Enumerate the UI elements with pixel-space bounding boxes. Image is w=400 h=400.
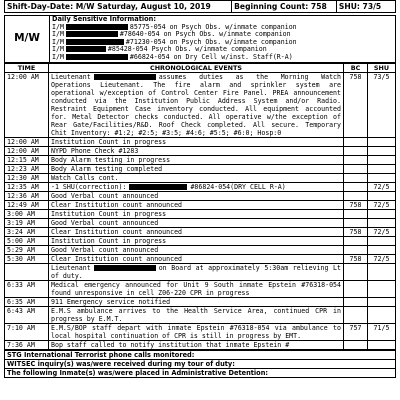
event-row — [5, 200, 396, 209]
redaction-bar — [66, 31, 118, 37]
event-description: Institution Count in progress — [49, 137, 344, 146]
col-time: TIME — [5, 63, 49, 72]
redaction-bar — [94, 265, 156, 271]
col-events: CHRONOLOGICAL EVENTS — [49, 63, 344, 72]
event-shu — [368, 263, 396, 280]
event-description: Institution Count in progress — [49, 236, 344, 245]
event-row — [5, 173, 396, 182]
event-description — [49, 72, 344, 137]
redaction-bar — [94, 74, 156, 80]
footer-table — [4, 350, 396, 378]
witsec-line: WITSEC inquiry(s) was/were received during my tour of duty: — [5, 359, 396, 368]
event-time: 6:35 AM — [5, 297, 49, 306]
event-row — [5, 254, 396, 263]
event-row — [5, 340, 396, 349]
sensitive-text: 85775-054 on Psych Obs. w/inmate companion — [129, 22, 297, 31]
sensitive-text: #85428-054 Psych Obs. w/inmate companion — [107, 45, 267, 54]
event-bc — [344, 137, 368, 146]
sensitive-prefix: I/M — [52, 37, 64, 46]
event-time: 5:30 AM — [5, 254, 49, 263]
events-body — [5, 72, 396, 349]
event-text-pre: -1 SHU(correction): — [51, 182, 127, 191]
event-description: Medical emergency announced for Unit 9 South inmate Epstein #76318-054 found unresponsive in cell Z06-220 CPR in progress — [49, 280, 344, 297]
event-time: 5:00 AM — [5, 236, 49, 245]
event-bc: 758 — [344, 72, 368, 137]
event-shu: 72/5 — [368, 254, 396, 263]
stg-line: STG International Terrorist phone calls monitored: — [5, 350, 396, 359]
event-description: NYPD Phone Check #1283 — [49, 146, 344, 155]
event-time: 6:43 AM — [5, 306, 49, 323]
event-row — [5, 280, 396, 297]
sensitive-text: #66824-054 on Dry Cell w/inst. Staff(R-A) — [129, 52, 293, 61]
event-shu: 72/5 — [368, 227, 396, 236]
redaction-bar — [129, 184, 187, 190]
event-row — [5, 155, 396, 164]
event-description: Bop staff called to notify institution that inmate Epstein # — [49, 340, 344, 349]
event-time: 3:00 AM — [5, 209, 49, 218]
event-text-pre: Lieutenant — [51, 263, 91, 272]
event-description — [49, 182, 344, 191]
daily-sensitive-table — [4, 15, 396, 63]
event-row — [5, 306, 396, 323]
shift-header-table — [4, 0, 396, 13]
event-text-pre: Lieutenant — [51, 72, 91, 81]
event-description: Good Verbal count announced — [49, 245, 344, 254]
event-bc — [344, 236, 368, 245]
event-shu — [368, 155, 396, 164]
event-bc — [344, 146, 368, 155]
event-bc — [344, 280, 368, 297]
event-time: 7:36 AM — [5, 340, 49, 349]
event-row — [5, 72, 396, 137]
event-time: 12:49 AM — [5, 200, 49, 209]
event-time: 12:30 AM — [5, 173, 49, 182]
event-description: E.M.S/BOP staff depart with inmate Epstein #76318-054 via ambulance to local hospital continuation of CPR is still in progress by EMT. — [49, 323, 344, 340]
beginning-count: Beginning Count: 758 — [232, 1, 337, 13]
event-shu: 72/5 — [368, 200, 396, 209]
event-row — [5, 137, 396, 146]
event-time: 6:33 AM — [5, 280, 49, 297]
event-time: 12:00 AM — [5, 137, 49, 146]
event-time: 3:19 AM — [5, 218, 49, 227]
event-shu — [368, 297, 396, 306]
event-shu — [368, 137, 396, 146]
event-bc — [344, 182, 368, 191]
event-text-post: assumes duties as the Morning Watch Operations Lieutenant. The fire alarm and sprinkler system are operational w/exception of Control Center Fire Panel. PREA announcement conducted via the Institution Public Address System and/or Radio. Restraint Equipment Case inventory conducted. All equipment accounted for. Metal Detector checks conducted. All operative w/the exception of Rear Gate/Facilities/R&D. Roof Check completed. All secure. Temporary Chit Inventory: #1:2; #2:5; #3:5; #4:6; #5:5; #6:0; Hosp:0 — [51, 72, 341, 137]
event-shu — [368, 191, 396, 200]
event-bc — [344, 306, 368, 323]
col-shu: SHU — [368, 63, 396, 72]
event-shu — [368, 306, 396, 323]
event-row — [5, 323, 396, 340]
event-text-post: #86824-054(DRY CELL R-A) — [190, 182, 286, 191]
sensitive-prefix: I/M — [52, 22, 64, 31]
event-bc — [344, 340, 368, 349]
shu-count: SHU: 73/5 — [336, 1, 395, 13]
event-row — [5, 146, 396, 155]
event-description: Watch Calls cont. — [49, 173, 344, 182]
event-shu: 73/5 — [368, 72, 396, 137]
event-row — [5, 263, 396, 280]
sensitive-text: #71230-054 on Psych Obs. w/inmate companion — [125, 37, 297, 46]
event-row — [5, 209, 396, 218]
event-description — [49, 263, 344, 280]
daily-sensitive-cell — [50, 16, 396, 63]
shift-log-page — [4, 0, 396, 400]
event-row — [5, 227, 396, 236]
event-description: Body Alarm testing in progress — [49, 155, 344, 164]
event-bc — [344, 173, 368, 182]
event-time — [5, 263, 49, 280]
event-shu — [368, 236, 396, 245]
event-description: Good Verbal count announced — [49, 218, 344, 227]
redaction-bar — [66, 46, 106, 52]
event-shu — [368, 245, 396, 254]
event-row — [5, 297, 396, 306]
event-time: 7:10 AM — [5, 323, 49, 340]
event-bc — [344, 263, 368, 280]
event-row — [5, 164, 396, 173]
event-bc — [344, 245, 368, 254]
event-bc: 758 — [344, 200, 368, 209]
shift-label: M/W — [5, 16, 50, 63]
admin-detention-line: The following Inmate(s) was/were placed in Administrative Detention: — [5, 368, 396, 377]
event-shu: 72/5 — [368, 182, 396, 191]
event-description: 911 Emergency service notified — [49, 297, 344, 306]
event-time: 12:35 AM — [5, 182, 49, 191]
event-description: Clear Institution count announced — [49, 227, 344, 236]
event-shu — [368, 218, 396, 227]
event-time: 3:24 AM — [5, 227, 49, 236]
event-description: Institution Count in progress — [49, 209, 344, 218]
event-shu — [368, 280, 396, 297]
event-bc: 758 — [344, 227, 368, 236]
event-description: Good Verbal count announced — [49, 191, 344, 200]
event-bc — [344, 164, 368, 173]
chronological-events-table — [4, 63, 396, 350]
redaction-bar — [66, 39, 124, 45]
event-text-post: on Board at approximately 5:30am relieving Lt of duty. — [51, 263, 341, 280]
sensitive-prefix: I/M — [52, 52, 64, 61]
sensitive-prefix: I/M — [52, 30, 64, 39]
event-shu — [368, 209, 396, 218]
event-description: Body Alarm testing completed — [49, 164, 344, 173]
event-bc — [344, 297, 368, 306]
event-bc: 757 — [344, 323, 368, 340]
event-description: E.M.S ambulance arrives to the Health Service Area, continued CPR in progress by E.M.T. — [49, 306, 344, 323]
shift-day-date: Shift-Day-Date: M/W Saturday, August 10, 2019 — [5, 1, 232, 13]
event-bc: 758 — [344, 254, 368, 263]
event-shu — [368, 146, 396, 155]
event-bc — [344, 209, 368, 218]
event-time: 12:00 AM — [5, 72, 49, 137]
event-row — [5, 191, 396, 200]
event-time: 5:29 AM — [5, 245, 49, 254]
event-time: 12:15 AM — [5, 155, 49, 164]
redaction-bar — [66, 54, 128, 60]
event-row — [5, 218, 396, 227]
event-bc — [344, 155, 368, 164]
daily-sensitive-lines — [52, 24, 393, 62]
sensitive-prefix: I/M — [52, 45, 64, 54]
daily-sensitive-title: Daily Sensitive Information: — [52, 15, 157, 23]
event-row — [5, 236, 396, 245]
sensitive-text: #78640-054 on Psych Obs. w/inmate companion — [119, 30, 291, 39]
sensitive-line — [52, 54, 393, 62]
event-shu — [368, 173, 396, 182]
col-bc: BC — [344, 63, 368, 72]
event-row — [5, 182, 396, 191]
event-time: 12:36 AM — [5, 191, 49, 200]
event-shu: 71/5 — [368, 323, 396, 340]
event-description: Clear Institution count announced — [49, 200, 344, 209]
redaction-bar — [66, 24, 128, 30]
event-bc — [344, 218, 368, 227]
event-time: 12:00 AM — [5, 146, 49, 155]
event-row — [5, 245, 396, 254]
event-shu — [368, 340, 396, 349]
event-bc — [344, 191, 368, 200]
event-time: 12:23 AM — [5, 164, 49, 173]
event-shu — [368, 164, 396, 173]
event-description: Clear Institution count announced — [49, 254, 344, 263]
